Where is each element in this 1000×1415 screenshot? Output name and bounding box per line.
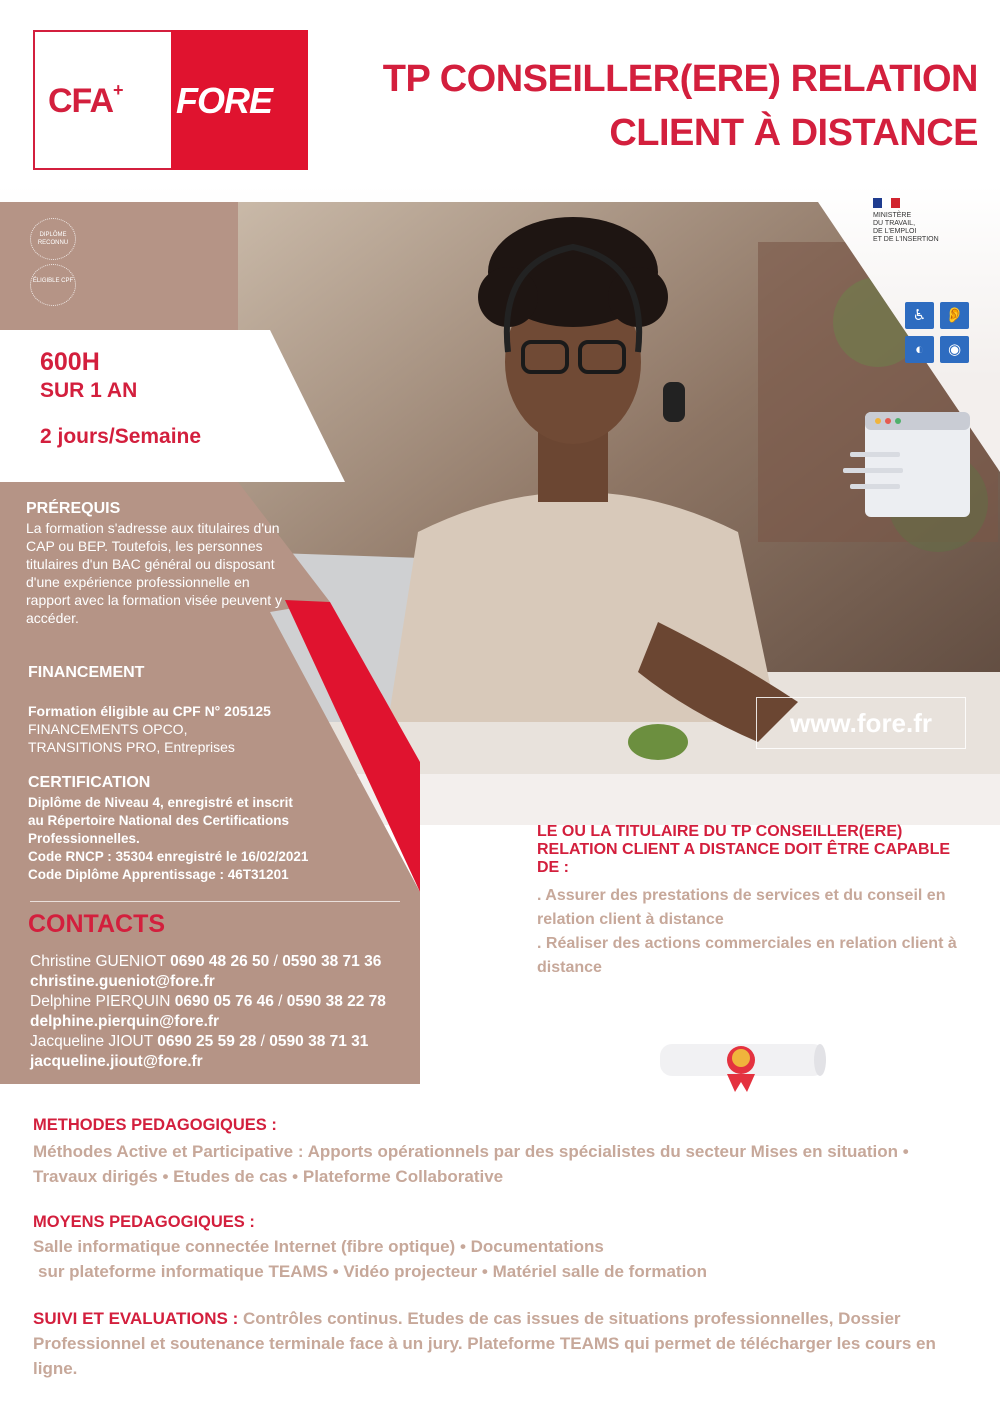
fore-logo: FORE bbox=[176, 80, 273, 121]
methodes-title: METHODES PEDAGOGIQUES : bbox=[33, 1116, 277, 1134]
ministry-line: DU TRAVAIL, bbox=[873, 220, 916, 227]
title-line-1: TP CONSEILLER(ERE) RELATION bbox=[382, 58, 978, 100]
duration-hours: 600H bbox=[40, 348, 100, 376]
contact-phone[interactable]: 0590 38 71 36 bbox=[282, 953, 382, 970]
moyens-line-1: Salle informatique connectée Internet (fibre optique) • Documentations bbox=[33, 1237, 604, 1256]
capable-list bbox=[537, 884, 977, 980]
contact-row bbox=[30, 952, 430, 972]
title-line-2: CLIENT À DISTANCE bbox=[609, 112, 978, 154]
duration-rhythm: 2 jours/Semaine bbox=[40, 425, 202, 448]
contact-phone[interactable]: 0590 38 71 31 bbox=[269, 1033, 369, 1050]
contact-email[interactable]: jacqueline.jiout@fore.fr bbox=[30, 1053, 203, 1070]
financement-title: FINANCEMENT bbox=[28, 664, 145, 681]
contact-name: Jacqueline JIOUT bbox=[30, 1033, 153, 1050]
capable-item: . Réaliser des actions commerciales en relation client à distance bbox=[537, 935, 957, 976]
contact-phone[interactable]: 0690 05 76 46 bbox=[174, 993, 274, 1010]
methodes-text: Méthodes Active et Participative : Apports opérationnels par des spécialistes du secteur Mises en situation • Travaux dirigés • Etudes de cas • Plateforme Collaborative bbox=[33, 1142, 909, 1186]
french-flag-icon bbox=[873, 198, 901, 208]
duration-block bbox=[40, 348, 201, 449]
contact-email[interactable]: delphine.pierquin@fore.fr bbox=[30, 1013, 220, 1030]
cpf-badge: ÉLIGIBLE CPF bbox=[30, 264, 76, 306]
prerequis-text: La formation s'adresse aux titulaires d'un CAP ou BEP. Toutefois, les personnes titulaires d'un BAC général ou disposant d'une expérience professionnelle en rapport avec la formation visée peuvent y accéder. bbox=[26, 520, 283, 626]
hearing-icon: 👂 bbox=[940, 302, 969, 329]
contacts-title: CONTACTS bbox=[28, 910, 166, 938]
contact-phone[interactable]: 0690 48 26 50 bbox=[170, 953, 270, 970]
suivi-text: Contrôles continus. Etudes de cas issues de situations professionnelles, Dossier Professionnel et soutenance terminale face à un jury. Plateforme TEAMS qui permet de télécharger les cours en ligne. bbox=[33, 1309, 936, 1378]
moyens-line-2: sur plateforme informatique TEAMS • Vidéo projecteur • Matériel salle de formation bbox=[38, 1262, 708, 1281]
diploma-scroll-icon bbox=[655, 1038, 830, 1093]
certification-line-1: Diplôme de Niveau 4, enregistré et inscrit bbox=[28, 795, 293, 810]
financement-cpf: Formation éligible au CPF N° 205125 bbox=[28, 703, 271, 719]
ministry-line: ET DE L'INSERTION bbox=[873, 236, 939, 243]
cfa-logo: CFA+ bbox=[48, 79, 123, 120]
contacts-divider bbox=[30, 901, 400, 902]
financement-text bbox=[28, 702, 328, 756]
cognitive-icon: ◐ bbox=[905, 336, 934, 363]
contact-phone[interactable]: 0590 38 22 78 bbox=[286, 993, 386, 1010]
contact-row bbox=[30, 992, 430, 1012]
suivi-block bbox=[33, 1306, 968, 1381]
contact-name: Delphine PIERQUIN bbox=[30, 993, 171, 1010]
ministry-line: DE L'EMPLOI bbox=[873, 228, 917, 235]
moyens-title: MOYENS PEDAGOGIQUES : bbox=[33, 1213, 255, 1231]
certification-line-2: au Répertoire National des Certifications bbox=[28, 813, 290, 828]
certification-line-3: Professionnelles. bbox=[28, 831, 140, 846]
contacts-list bbox=[30, 952, 430, 1072]
separator: / bbox=[278, 993, 283, 1010]
certification-text bbox=[28, 794, 358, 884]
contact-name: Christine GUENIOT bbox=[30, 953, 166, 970]
separator: / bbox=[260, 1033, 265, 1050]
contact-email[interactable]: christine.gueniot@fore.fr bbox=[30, 973, 215, 990]
certification-title: CERTIFICATION bbox=[28, 774, 151, 791]
financement-line-2: FINANCEMENTS OPCO, bbox=[28, 721, 188, 737]
page-title bbox=[383, 52, 978, 160]
vision-icon: ◉ bbox=[940, 336, 969, 363]
wheelchair-icon: ♿ bbox=[905, 302, 934, 329]
moyens-text bbox=[33, 1234, 968, 1284]
suivi-title: SUIVI ET EVALUATIONS : bbox=[33, 1309, 239, 1328]
financement-line-3: TRANSITIONS PRO, Entreprises bbox=[28, 739, 235, 755]
capable-title: LE OU LA TITULAIRE DU TP CONSEILLER(ERE) RELATION CLIENT A DISTANCE DOIT ÊTRE CAPABLE DE : bbox=[537, 823, 951, 876]
ministry-line: MINISTÈRE bbox=[873, 212, 912, 219]
duration-period: SUR 1 AN bbox=[40, 379, 138, 402]
prerequis-title: PRÉREQUIS bbox=[26, 500, 121, 517]
ministry-label bbox=[873, 212, 983, 244]
contact-row bbox=[30, 1032, 430, 1052]
separator: / bbox=[273, 953, 278, 970]
certification-code: Code Diplôme Apprentissage : 46T31201 bbox=[28, 867, 289, 882]
diploma-badge: DIPLÔME RECONNU bbox=[30, 218, 76, 260]
website-link[interactable]: www.fore.fr bbox=[756, 697, 966, 749]
capable-item: . Assurer des prestations de services et du conseil en relation client à distance bbox=[537, 887, 946, 928]
certification-rncp: Code RNCP : 35304 enregistré le 16/02/2021 bbox=[28, 849, 309, 864]
contact-phone[interactable]: 0690 25 59 28 bbox=[157, 1033, 257, 1050]
